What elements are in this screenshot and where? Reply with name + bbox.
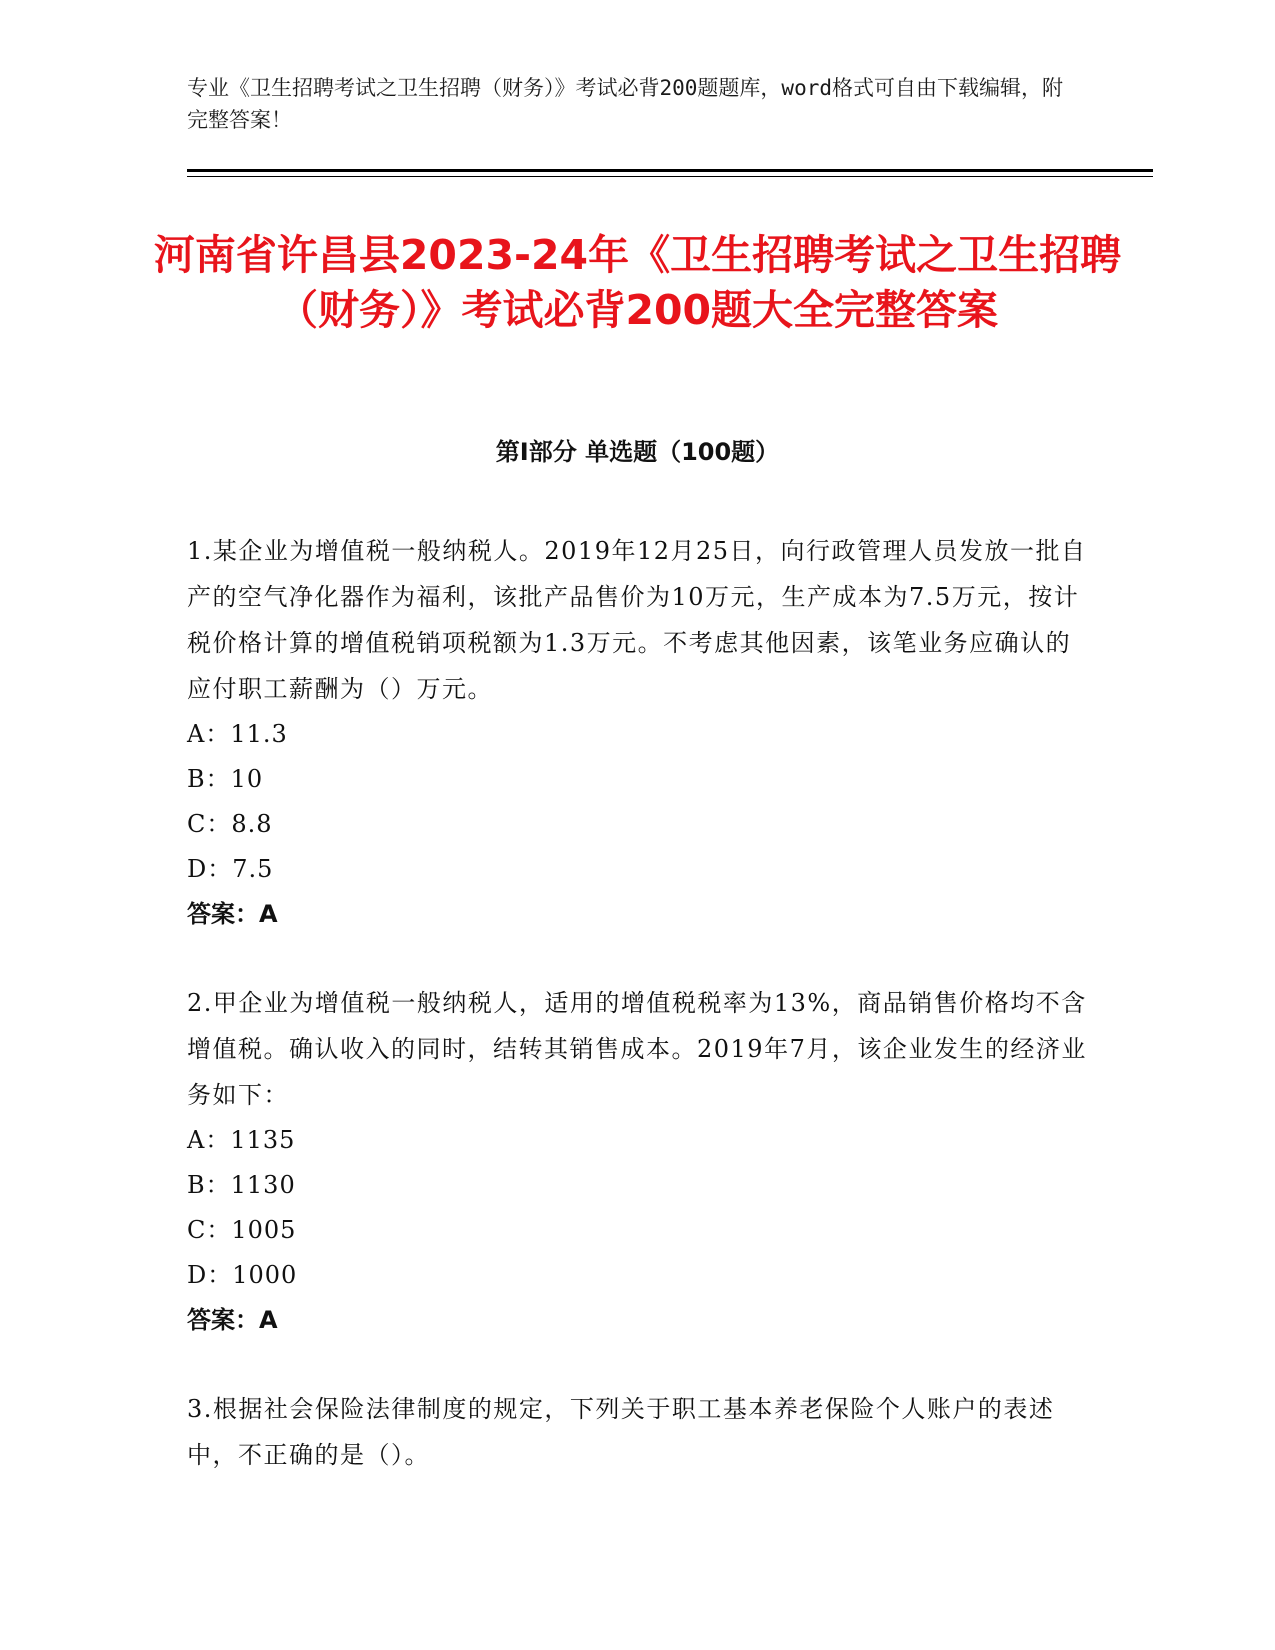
option-d: D：7.5 [187,855,274,883]
question-stem: 1.某企业为增值税一般纳税人。2019年12月25日，向行政管理人员发放一批自产的空气净化器作为福利，该批产品售价为10万元，生产成本为7.5万元，按计税价格计算的增值税销项税额为1.3万元。不考虑其他因素，该笔业务应确认的应付职工薪酬为（）万元。 [187,537,1087,703]
option-c: C：1005 [187,1216,297,1244]
question-list [187,528,1087,1521]
option-d: D：1000 [187,1261,298,1289]
question-stem: 2.甲企业为增值税一般纳税人，适用的增值税税率为13%，商品销售价格均不含增值税。确认收入的同时，结转其销售成本。2019年7月，该企业发生的经济业务如下： [187,989,1087,1109]
option-c: C：8.8 [187,810,273,838]
question-item [187,528,1087,937]
section-title: 第I部分 单选题（100题） [495,438,780,466]
question-item [187,980,1087,1343]
header-divider-thick [187,169,1153,172]
header-note: 专业《卫生招聘考试之卫生招聘（财务）》考试必背200题题库，word格式可自由下载编辑，附完整答案！ [187,76,1063,132]
option-a: A：1135 [187,1126,296,1154]
document-title: 河南省许昌县2023-24年《卫生招聘考试之卫生招聘（财务）》考试必背200题大全完整答案 [153,231,1122,334]
answer-line: 答案：A [187,900,278,928]
option-a: A：11.3 [187,720,288,748]
option-b: B：1130 [187,1171,296,1199]
option-b: B：10 [187,765,264,793]
question-item [187,1386,1087,1478]
question-stem: 3.根据社会保险法律制度的规定，下列关于职工基本养老保险个人账户的表述中，不正确的是（）。 [187,1395,1055,1469]
answer-line: 答案：A [187,1306,278,1334]
header-divider-thin [187,176,1153,177]
